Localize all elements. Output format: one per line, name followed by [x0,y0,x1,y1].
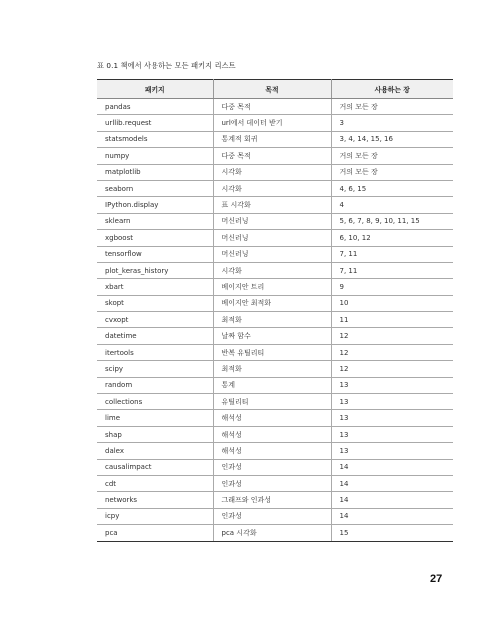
cell-package: xgboost [97,230,213,246]
table-row [97,197,453,213]
cell-package: cvxopt [97,312,213,328]
cell-chapters: 3, 4, 14, 15, 16 [331,131,453,147]
cell-package: dalex [97,443,213,459]
cell-chapters: 12 [331,328,453,344]
cell-package: pca [97,525,213,541]
cell-purpose: pca 시각화 [213,525,331,541]
cell-purpose: 해석성 [213,426,331,442]
cell-purpose: 통계 [213,377,331,393]
cell-purpose: 시각화 [213,180,331,196]
table-row [97,131,453,147]
cell-purpose: 시각화 [213,262,331,278]
cell-chapters: 14 [331,459,453,475]
cell-package: xbart [97,279,213,295]
cell-package: shap [97,426,213,442]
table-row [97,426,453,442]
cell-purpose: 최적화 [213,361,331,377]
cell-package: urllib.request [97,115,213,131]
cell-package: pandas [97,99,213,115]
cell-chapters: 13 [331,377,453,393]
cell-purpose: 반복 유틸리티 [213,344,331,360]
cell-chapters: 14 [331,475,453,491]
table-row [97,508,453,524]
table-row [97,180,453,196]
cell-purpose: 베이지안 트리 [213,279,331,295]
cell-package: cdt [97,475,213,491]
cell-package: seaborn [97,180,213,196]
cell-chapters: 거의 모든 장 [331,99,453,115]
table-row [97,164,453,180]
cell-package: causalimpact [97,459,213,475]
cell-purpose: 머신러닝 [213,213,331,229]
table-row [97,361,453,377]
column-header-chapters: 사용하는 장 [331,80,453,99]
table-row [97,459,453,475]
cell-purpose: url에서 데이터 받기 [213,115,331,131]
cell-package: random [97,377,213,393]
cell-package: plot_keras_history [97,262,213,278]
cell-package: numpy [97,148,213,164]
table-row [97,279,453,295]
table-row [97,475,453,491]
cell-package: statsmodels [97,131,213,147]
column-header-package: 패키지 [97,80,213,99]
table-row [97,377,453,393]
cell-package: matplotlib [97,164,213,180]
cell-chapters: 12 [331,344,453,360]
table-row [97,344,453,360]
table-row [97,525,453,541]
cell-chapters: 7, 11 [331,246,453,262]
table-row [97,246,453,262]
cell-chapters: 13 [331,443,453,459]
cell-chapters: 5, 6, 7, 8, 9, 10, 11, 15 [331,213,453,229]
cell-purpose: 인과성 [213,459,331,475]
cell-chapters: 13 [331,410,453,426]
cell-package: lime [97,410,213,426]
cell-package: itertools [97,344,213,360]
cell-purpose: 유틸리티 [213,394,331,410]
cell-chapters: 13 [331,394,453,410]
cell-chapters: 15 [331,525,453,541]
cell-chapters: 10 [331,295,453,311]
cell-package: icpy [97,508,213,524]
table-row [97,115,453,131]
cell-purpose: 해석성 [213,410,331,426]
table-row [97,394,453,410]
cell-package: skopt [97,295,213,311]
table-row [97,230,453,246]
table-row [97,410,453,426]
cell-chapters: 7, 11 [331,262,453,278]
column-header-purpose: 목적 [213,80,331,99]
cell-purpose: 인과성 [213,508,331,524]
table-row [97,312,453,328]
cell-purpose: 다중 목적 [213,148,331,164]
cell-package: datetime [97,328,213,344]
cell-package: tensorflow [97,246,213,262]
table-caption: 표 0.1 책에서 사용하는 모든 패키지 리스트 [97,61,236,70]
cell-chapters: 4 [331,197,453,213]
table-row [97,443,453,459]
package-table [97,79,453,542]
cell-chapters: 9 [331,279,453,295]
cell-package: scipy [97,361,213,377]
cell-purpose: 시각화 [213,164,331,180]
table-header-row [97,80,453,99]
cell-chapters: 13 [331,426,453,442]
table-row [97,148,453,164]
cell-package: networks [97,492,213,508]
table-row [97,328,453,344]
cell-chapters: 거의 모든 장 [331,164,453,180]
table-row [97,492,453,508]
cell-purpose: 날짜 함수 [213,328,331,344]
cell-chapters: 11 [331,312,453,328]
cell-package: collections [97,394,213,410]
cell-purpose: 머신러닝 [213,230,331,246]
cell-chapters: 6, 10, 12 [331,230,453,246]
cell-chapters: 14 [331,508,453,524]
cell-purpose: 표 시각화 [213,197,331,213]
cell-purpose: 최적화 [213,312,331,328]
cell-purpose: 베이지안 최적화 [213,295,331,311]
table-row [97,262,453,278]
cell-purpose: 다중 목적 [213,99,331,115]
cell-chapters: 14 [331,492,453,508]
table-body [97,99,453,542]
cell-purpose: 머신러닝 [213,246,331,262]
table-row [97,295,453,311]
cell-purpose: 통계적 회귀 [213,131,331,147]
cell-package: sklearn [97,213,213,229]
cell-chapters: 4, 6, 15 [331,180,453,196]
cell-purpose: 그래프와 인과성 [213,492,331,508]
cell-package: IPython.display [97,197,213,213]
table-row [97,213,453,229]
cell-chapters: 12 [331,361,453,377]
cell-chapters: 3 [331,115,453,131]
page-number: 27 [430,573,443,585]
cell-chapters: 거의 모든 장 [331,148,453,164]
table-row [97,99,453,115]
cell-purpose: 해석성 [213,443,331,459]
cell-purpose: 인과성 [213,475,331,491]
